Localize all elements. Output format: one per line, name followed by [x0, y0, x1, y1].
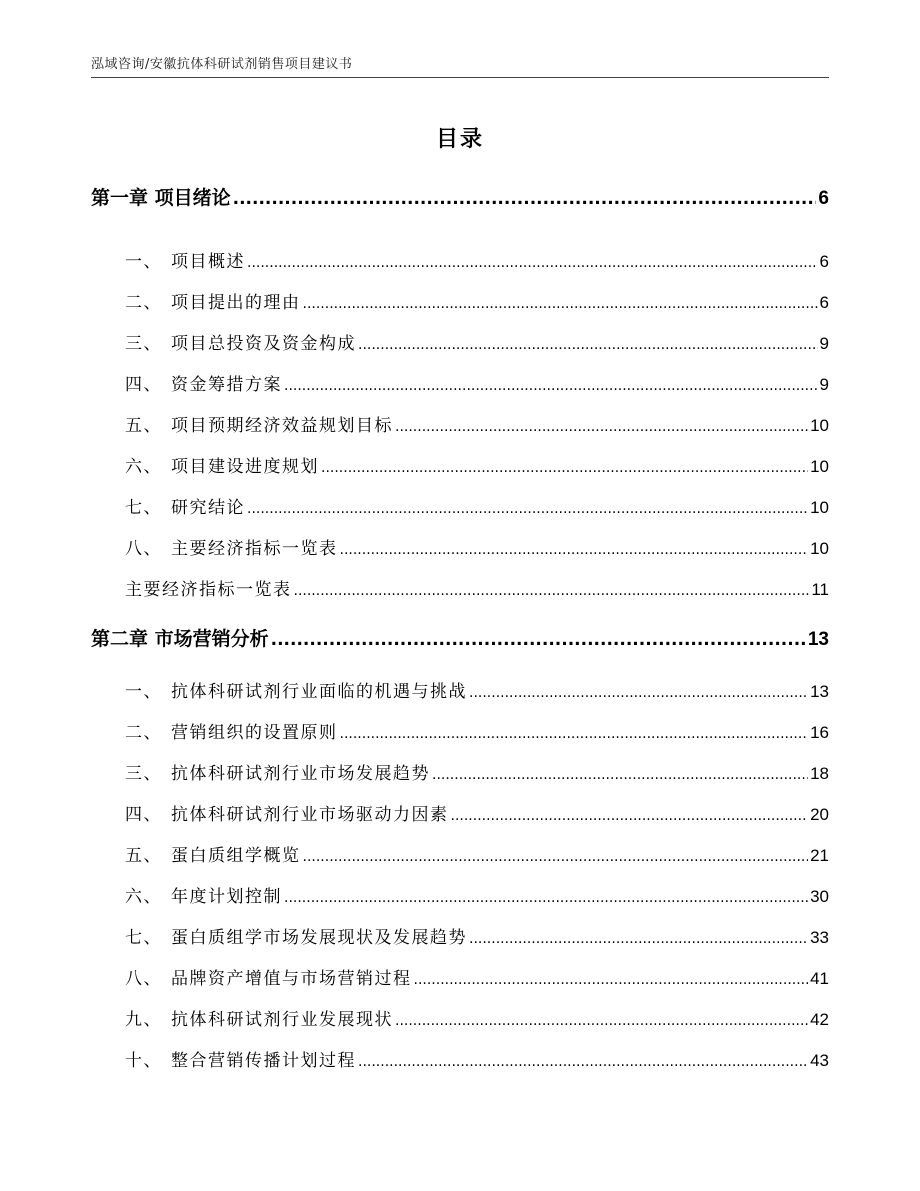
toc-chapter-1[interactable]: [91, 183, 829, 210]
toc-leader-dots: [358, 1051, 808, 1071]
toc-entry-number: 二、: [125, 723, 162, 743]
toc-entry-text: 项目预期经济效益规划目标: [171, 416, 393, 436]
toc-entry[interactable]: [91, 800, 829, 825]
toc-entry-text: 抗体科研试剂行业发展现状: [171, 1010, 393, 1030]
toc-leader-dots: [451, 805, 809, 825]
toc-page-number: 10: [810, 457, 829, 476]
toc-entry-number: 五、: [125, 846, 162, 866]
toc-entry-number: 四、: [125, 375, 162, 395]
toc-page-number: 20: [810, 805, 829, 824]
toc-entry-text: 蛋白质组学市场发展现状及发展趋势: [171, 928, 467, 948]
toc-entry-number: 六、: [125, 887, 162, 907]
toc-leader-dots: [340, 723, 809, 743]
toc-entry-text: 抗体科研试剂行业市场驱动力因素: [171, 805, 449, 825]
toc-entry-number: 八、: [125, 539, 162, 559]
toc-entry[interactable]: [91, 759, 829, 784]
toc-entry-text: 主要经济指标一览表: [125, 580, 292, 600]
toc-page-number: 33: [810, 928, 829, 947]
toc-leader-dots: [321, 457, 808, 477]
toc-entry-number: 三、: [125, 764, 162, 784]
toc-entry-text: 品牌资产增值与市场营销过程: [171, 969, 412, 989]
toc-entry[interactable]: [91, 370, 829, 395]
toc-entry-text: 抗体科研试剂行业市场发展趋势: [171, 764, 430, 784]
toc-leader-dots: [284, 887, 808, 907]
running-header: 泓域咨询/安徽抗体科研试剂销售项目建议书: [91, 57, 353, 72]
toc-leader-dots: [358, 334, 818, 354]
toc-leader-dots: [340, 539, 809, 559]
toc-entry-extra[interactable]: [91, 575, 829, 600]
toc-chapter-label: 第一章 项目绪论: [91, 187, 231, 209]
toc-page-number: 6: [818, 188, 829, 209]
toc-page-number: 9: [819, 375, 829, 394]
toc-entry-text: 抗体科研试剂行业面临的机遇与挑战: [171, 682, 467, 702]
toc-leader-dots: [294, 580, 810, 600]
toc-leader-dots: [469, 928, 808, 948]
toc-entry-number: 一、: [125, 682, 162, 702]
toc-leader-dots: [284, 375, 818, 395]
toc-entry-text: 项目提出的理由: [171, 293, 301, 313]
toc-entry[interactable]: [91, 247, 829, 272]
toc-leader-dots: [469, 682, 808, 702]
toc-page-number: 6: [819, 293, 829, 312]
toc-entry-number: 三、: [125, 334, 162, 354]
toc-leader-dots: [395, 1010, 808, 1030]
toc-entry[interactable]: [91, 1005, 829, 1030]
toc-leader-dots: [303, 293, 818, 313]
toc-entry-number: 四、: [125, 805, 162, 825]
toc-entry-number: 七、: [125, 928, 162, 948]
toc-entry-number: 七、: [125, 498, 162, 518]
header-rule: [91, 77, 829, 78]
toc-leader-dots: [247, 252, 818, 272]
toc-entry[interactable]: [91, 841, 829, 866]
toc-page-number: 11: [811, 580, 829, 599]
toc-entry[interactable]: [91, 534, 829, 559]
toc-entry-number: 一、: [125, 252, 162, 272]
toc-entry-number: 八、: [125, 969, 162, 989]
toc-entry-text: 年度计划控制: [171, 887, 282, 907]
toc-page-number: 16: [810, 723, 829, 742]
toc-entry[interactable]: [91, 411, 829, 436]
toc-entry[interactable]: [91, 288, 829, 313]
toc-entry[interactable]: [91, 452, 829, 477]
toc-page-number: 13: [807, 629, 829, 650]
toc-leader-dots: [432, 764, 808, 784]
toc-entry[interactable]: [91, 718, 829, 743]
toc-entry-text: 营销组织的设置原则: [171, 723, 338, 743]
toc-entry[interactable]: [91, 677, 829, 702]
toc-entry-text: 整合营销传播计划过程: [171, 1051, 356, 1071]
toc-entry-text: 项目建设进度规划: [171, 457, 319, 477]
toc-leader-dots: [303, 846, 809, 866]
toc-entry-number: 六、: [125, 457, 162, 477]
toc-page-number: 13: [810, 682, 829, 701]
toc-entry[interactable]: [91, 923, 829, 948]
toc-leader-dots: [247, 498, 808, 518]
toc-entry-number: 五、: [125, 416, 162, 436]
toc-page-number: 10: [810, 416, 829, 435]
toc-page-number: 42: [810, 1010, 829, 1029]
toc-chapter-label: 第二章 市场营销分析: [91, 628, 269, 650]
toc-page-number: 41: [810, 969, 829, 988]
toc-entry[interactable]: [91, 964, 829, 989]
toc-entry[interactable]: [91, 493, 829, 518]
toc-entry-text: 主要经济指标一览表: [171, 539, 338, 559]
toc-leader-dots: [395, 416, 808, 436]
toc-page-number: 10: [810, 498, 829, 517]
toc-entry-text: 研究结论: [171, 498, 245, 518]
toc-entry-text: 蛋白质组学概览: [171, 846, 301, 866]
toc-page-number: 30: [810, 887, 829, 906]
toc-page-number: 9: [819, 334, 829, 353]
toc-entry-text: 资金筹措方案: [171, 375, 282, 395]
toc-page-number: 21: [810, 846, 829, 865]
toc-title: 目录: [435, 127, 484, 152]
toc-page-number: 43: [810, 1051, 829, 1070]
toc-leader-dots: [414, 969, 809, 989]
toc-entry-number: 二、: [125, 293, 162, 313]
toc-page-number: 18: [810, 764, 829, 783]
toc-page-number: 6: [819, 252, 829, 271]
toc-entry[interactable]: [91, 882, 829, 907]
toc-entry-number: 十、: [125, 1051, 162, 1071]
toc-page-number: 10: [810, 539, 829, 558]
toc-leader-dots: [233, 187, 817, 209]
toc-entry[interactable]: [91, 329, 829, 354]
toc-entry-text: 项目总投资及资金构成: [171, 334, 356, 354]
toc-entry-number: 九、: [125, 1010, 162, 1030]
toc-leader-dots: [271, 628, 806, 650]
toc-entry-text: 项目概述: [171, 252, 245, 272]
toc-chapter-2[interactable]: [91, 624, 829, 651]
toc-entry[interactable]: [91, 1046, 829, 1071]
